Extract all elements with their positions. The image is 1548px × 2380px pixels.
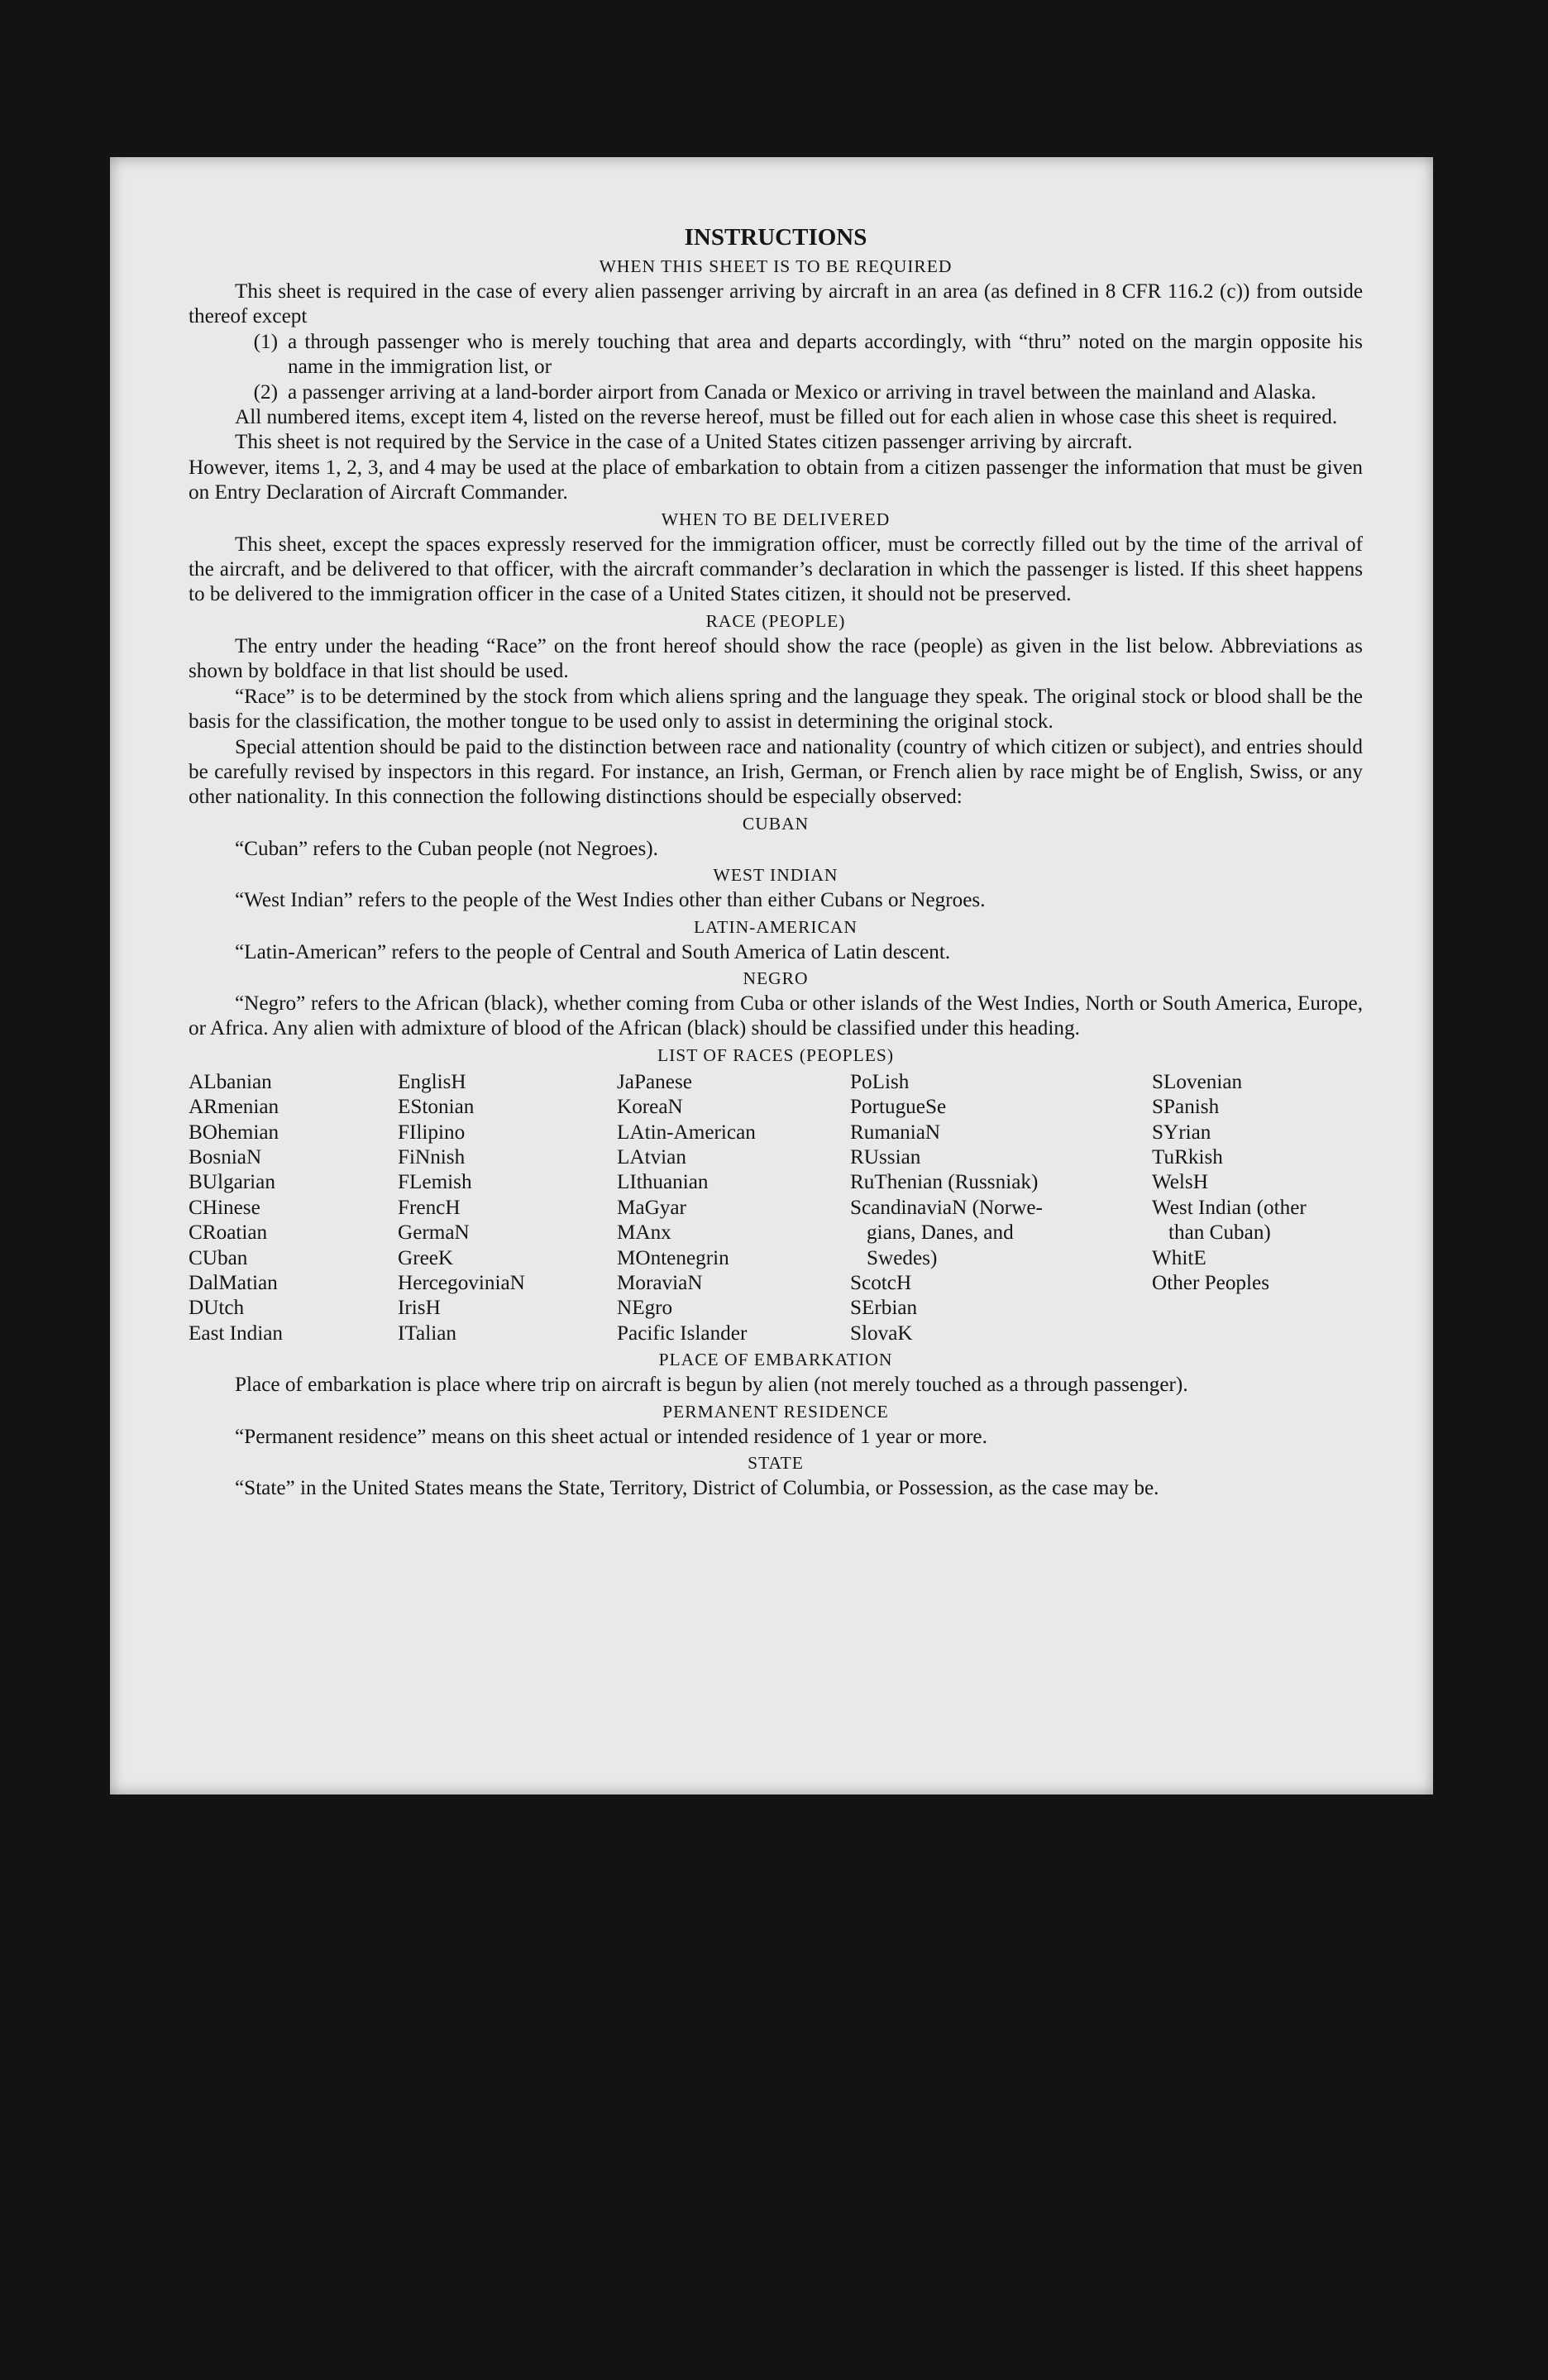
race-entry: CRoatian xyxy=(189,1221,268,1245)
paragraph-permanent-residence: “Permanent residence” means on this sheet actual or intended residence of 1 year or more. xyxy=(235,1425,987,1448)
races-column xyxy=(850,1070,1152,1346)
item-number: (1) xyxy=(253,330,278,353)
paragraph-cuban: “Cuban” refers to the Cuban people (not Negroes). xyxy=(235,837,658,860)
races-column xyxy=(189,1070,398,1346)
race-entry: MAnx xyxy=(617,1221,671,1245)
race-entry: RuThenian (Russniak) xyxy=(850,1171,1039,1194)
race-entry: FiNnish xyxy=(398,1145,466,1168)
paragraph-race-2: “Race” is to be determined by the stock from which aliens spring and the language they speak. The original stock or blood shall be the basis for the classification, the mother tongue to be used only to assist in determining the original stock. xyxy=(189,685,1363,734)
race-entry: Pacific Islander xyxy=(617,1321,748,1345)
paragraph-numbered-items: All numbered items, except item 4, listed on the reverse hereof, must be filled out for each alien in whose case this sheet is required. xyxy=(235,406,1338,429)
document-title: INSTRUCTIONS xyxy=(684,224,867,251)
race-entry: LAtin-American xyxy=(617,1121,756,1144)
race-entry: LIthuanian xyxy=(617,1171,709,1194)
races-column xyxy=(617,1070,850,1346)
races-column xyxy=(398,1070,617,1346)
races-column xyxy=(1152,1070,1363,1346)
paragraph-negro: “Negro” refers to the African (black), whether coming from Cuba or other islands of the West Indies, North or South America, Europe, or Africa. Any alien with admixture of blood of the African (black) should be classified under this heading. xyxy=(189,992,1363,1040)
race-entry: DUtch xyxy=(189,1297,245,1320)
race-entry: FrencH xyxy=(398,1196,461,1219)
paragraph-race-3: Special attention should be paid to the distinction between race and nationality (country of which citizen or subject), and entries should be carefully revised by inspectors in this regard. For instance, an Irish, German, or French alien by race might be of English, Swiss, or any other nationality. In this connection the following distinctions should be especially observed: xyxy=(189,735,1363,809)
heading-embarkation: PLACE OF EMBARKATION xyxy=(658,1350,893,1370)
heading-race: RACE (PEOPLE) xyxy=(705,610,846,631)
race-entry: CUban xyxy=(189,1246,248,1269)
race-entry: BOhemian xyxy=(189,1121,280,1144)
race-entry: SErbian xyxy=(850,1297,918,1320)
race-entry: JaPanese xyxy=(617,1070,692,1093)
race-entry: RumaniaN xyxy=(850,1121,941,1144)
heading-list-of-races: LIST OF RACES (PEOPLES) xyxy=(657,1044,895,1065)
race-entry: MOntenegrin xyxy=(617,1246,729,1269)
race-entry: PortugueSe xyxy=(850,1096,947,1119)
race-entry: West Indian (other xyxy=(1152,1196,1307,1219)
race-entry: ARmenian xyxy=(189,1096,280,1119)
heading-permanent-residence: PERMANENT RESIDENCE xyxy=(662,1401,889,1422)
heading-west-indian: WEST INDIAN xyxy=(713,865,838,886)
document-body xyxy=(189,222,1363,1501)
race-entry: than Cuban) xyxy=(1168,1221,1271,1245)
race-entry: EStonian xyxy=(398,1096,475,1119)
race-entry: DalMatian xyxy=(189,1272,278,1294)
race-entry: ITalian xyxy=(398,1321,456,1345)
race-entry: PoLish xyxy=(850,1070,910,1093)
race-entry: SlovaK xyxy=(850,1321,913,1345)
race-entry: FLemish xyxy=(398,1171,472,1194)
paragraph-citizen: This sheet is not required by the Service in the case of a United States citizen passenger arriving by aircraft. xyxy=(235,431,1133,454)
paragraph-race-1: The entry under the heading “Race” on the front hereof should show the race (people) as given in the list below. Abbreviations as shown by boldface in that list should be used. xyxy=(189,634,1363,683)
race-entry: SPanish xyxy=(1152,1096,1220,1119)
race-entry: gians, Danes, and xyxy=(867,1221,1014,1245)
heading-when-delivered: WHEN TO BE DELIVERED xyxy=(661,509,891,529)
race-entry: Other Peoples xyxy=(1152,1272,1269,1294)
paragraph-however: However, items 1, 2, 3, and 4 may be used at the place of embarkation to obtain from a citizen passenger the information that must be given on Entry Declaration of Aircraft Commander. xyxy=(189,456,1363,504)
item-number: (2) xyxy=(253,380,278,404)
race-entry: GreeK xyxy=(398,1246,454,1269)
race-entry: MoraviaN xyxy=(617,1272,703,1294)
paragraph-embarkation: Place of embarkation is place where trip on aircraft is begun by alien (not merely touched as a through passenger). xyxy=(235,1374,1188,1397)
race-entry: TuRkish xyxy=(1152,1145,1223,1168)
race-entry: KoreaN xyxy=(617,1096,683,1119)
paragraph-west-indian: “West Indian” refers to the people of the West Indies other than either Cubans or Negroes. xyxy=(235,889,986,912)
document-sheet xyxy=(110,157,1433,1795)
race-entry: ScandinaviaN (Norwe- xyxy=(850,1196,1043,1219)
list-item xyxy=(189,380,1363,405)
race-entry: IrisH xyxy=(398,1297,441,1320)
race-entry: HercegoviniaN xyxy=(398,1272,525,1294)
race-entry: ALbanian xyxy=(189,1070,272,1093)
race-entry: EnglisH xyxy=(398,1070,466,1093)
race-entry: MaGyar xyxy=(617,1196,686,1219)
race-entry: SYrian xyxy=(1152,1121,1211,1144)
paragraph-latin-american: “Latin-American” refers to the people of Central and South America of Latin descent. xyxy=(235,940,951,963)
item-text: a passenger arriving at a land-border airport from Canada or Mexico or arriving in travel between the mainland and Alaska. xyxy=(288,380,1316,404)
races-table xyxy=(189,1070,1363,1346)
race-entry: SLovenian xyxy=(1152,1070,1243,1093)
race-entry: Swedes) xyxy=(867,1246,938,1269)
heading-negro: NEGRO xyxy=(743,968,809,988)
paragraph-delivered: This sheet, except the spaces expressly reserved for the immigration officer, must be correctly filled out by the time of the arrival of the aircraft, and be delivered to that officer, with the aircraft commander’s declaration in which the passenger is listed. If this sheet happens to be delivered to the immigration officer in the case of a United States citizen, it should not be preserved. xyxy=(189,533,1363,606)
race-entry: WhitE xyxy=(1152,1246,1206,1269)
race-entry: NEgro xyxy=(617,1297,673,1320)
list-item xyxy=(189,330,1363,380)
race-entry: RUssian xyxy=(850,1145,921,1168)
race-entry: GermaN xyxy=(398,1221,470,1245)
item-text: a through passenger who is merely touching that area and departs accordingly, with “thru” noted on the margin opposite his name in the immigration list, or xyxy=(288,330,1363,379)
paragraph-intro: This sheet is required in the case of every alien passenger arriving by aircraft in an area (as defined in 8 CFR 116.2 (c)) from outside thereof except xyxy=(189,280,1363,328)
heading-latin-american: LATIN-AMERICAN xyxy=(694,916,858,937)
race-entry: WelsH xyxy=(1152,1171,1208,1194)
race-entry: East Indian xyxy=(189,1321,284,1345)
race-entry: BosniaN xyxy=(189,1145,262,1168)
heading-state: STATE xyxy=(748,1453,804,1474)
heading-when-required: WHEN THIS SHEET IS TO BE REQUIRED xyxy=(599,256,953,276)
race-entry: CHinese xyxy=(189,1196,260,1219)
race-entry: LAtvian xyxy=(617,1145,686,1168)
race-entry: FIlipino xyxy=(398,1121,466,1144)
paragraph-state: “State” in the United States means the State, Territory, District of Columbia, or Possession, as the case may be. xyxy=(235,1477,1159,1500)
race-entry: BUlgarian xyxy=(189,1171,275,1194)
heading-cuban: CUBAN xyxy=(742,813,810,834)
race-entry: ScotcH xyxy=(850,1272,912,1294)
